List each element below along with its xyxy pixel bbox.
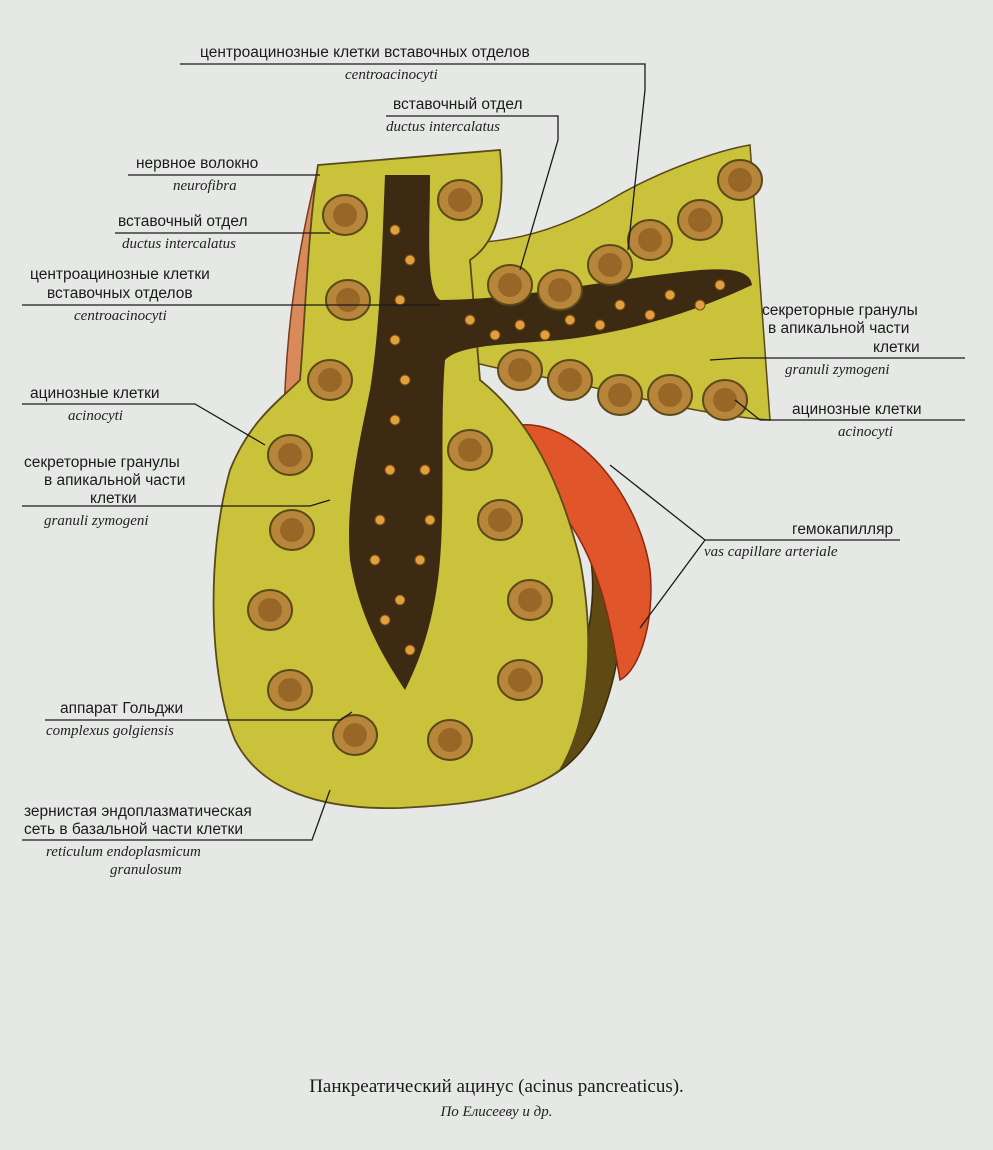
granule — [390, 335, 400, 345]
caption-title: Панкреатический ацинус (acinus pancreaticus). — [309, 1076, 684, 1097]
nucleolus — [438, 728, 462, 752]
nucleolus — [728, 168, 752, 192]
granule — [385, 465, 395, 475]
nucleolus — [280, 518, 304, 542]
label-er-latin-2: granulosum — [110, 862, 182, 878]
granule — [405, 255, 415, 265]
granule — [515, 320, 525, 330]
nucleolus — [548, 278, 572, 302]
nucleolus — [488, 508, 512, 532]
label-granules-right-latin: granuli zymogeni — [785, 362, 890, 378]
granule — [375, 515, 385, 525]
nucleolus — [258, 598, 282, 622]
nucleolus — [278, 678, 302, 702]
caption-credit: По Елисееву и др. — [440, 1104, 553, 1120]
label-capillary: гемокапилляр — [792, 521, 894, 538]
granule — [565, 315, 575, 325]
granule — [380, 615, 390, 625]
label-granules-left-1: секреторные гранулы — [24, 454, 180, 471]
nucleolus — [333, 203, 357, 227]
label-acinar-left: ацинозные клетки — [30, 385, 160, 402]
granule — [595, 320, 605, 330]
granule — [390, 225, 400, 235]
nucleolus — [336, 288, 360, 312]
granule — [395, 595, 405, 605]
nucleolus — [713, 388, 737, 412]
label-granules-right-1: секреторные гранулы — [762, 302, 918, 319]
granule — [395, 295, 405, 305]
nucleolus — [558, 368, 582, 392]
nucleolus — [343, 723, 367, 747]
label-centroacinar-top: центроацинозные клетки вставочных отделов — [200, 44, 530, 61]
granule — [465, 315, 475, 325]
granule — [665, 290, 675, 300]
label-er-1: зернистая эндоплазматическая — [24, 803, 252, 820]
label-centroacinar-left-1: центроацинозные клетки — [30, 266, 210, 283]
nucleolus — [448, 188, 472, 212]
granule — [540, 330, 550, 340]
label-intercalated-left-latin: ductus intercalatus — [122, 236, 237, 252]
nucleolus — [508, 668, 532, 692]
nucleolus — [518, 588, 542, 612]
label-acinar-right: ацинозные клетки — [792, 401, 922, 418]
granule — [490, 330, 500, 340]
label-er-latin-1: reticulum endoplasmicum — [46, 844, 201, 860]
nucleolus — [638, 228, 662, 252]
granule — [415, 555, 425, 565]
granule — [405, 645, 415, 655]
label-acinar-right-latin: acinocyti — [838, 424, 893, 440]
nucleolus — [598, 253, 622, 277]
nucleolus — [458, 438, 482, 462]
nucleolus — [278, 443, 302, 467]
nucleolus — [508, 358, 532, 382]
label-centroacinar-left-2: вставочных отделов — [47, 285, 193, 302]
label-intercalated-top-latin: ductus intercalatus — [386, 119, 501, 135]
granule — [615, 300, 625, 310]
granule — [715, 280, 725, 290]
label-intercalated-left: вставочный отдел — [118, 213, 248, 230]
granule — [420, 465, 430, 475]
label-intercalated-top: вставочный отдел — [393, 96, 523, 113]
label-er-2: сеть в базальной части клетки — [24, 821, 243, 838]
nucleolus — [658, 383, 682, 407]
granule — [390, 415, 400, 425]
label-nerve-latin: neurofibra — [173, 178, 237, 194]
granule — [695, 300, 705, 310]
granule — [645, 310, 655, 320]
label-granules-right-2: в апикальной части — [768, 320, 910, 337]
label-granules-left-latin: granuli zymogeni — [44, 513, 149, 529]
label-capillary-latin: vas capillare arteriale — [704, 544, 838, 560]
nucleolus — [318, 368, 342, 392]
label-nerve: нервное волокно — [136, 155, 259, 172]
label-granules-left-2: в апикальной части — [44, 472, 186, 489]
label-centroacinar-left-latin: centroacinocyti — [74, 308, 167, 324]
nucleolus — [688, 208, 712, 232]
granule — [400, 375, 410, 385]
label-golgi: аппарат Гольджи — [60, 700, 184, 717]
label-centroacinar-top-latin: centroacinocyti — [345, 67, 438, 83]
nucleolus — [498, 273, 522, 297]
leader-acinar-left — [22, 404, 265, 445]
granule — [370, 555, 380, 565]
label-golgi-latin: complexus golgiensis — [46, 723, 174, 739]
label-granules-right-3: клетки — [873, 339, 920, 356]
granule — [425, 515, 435, 525]
nucleolus — [608, 383, 632, 407]
label-granules-left-3: клетки — [90, 490, 137, 507]
label-acinar-left-latin: acinocyti — [68, 408, 123, 424]
